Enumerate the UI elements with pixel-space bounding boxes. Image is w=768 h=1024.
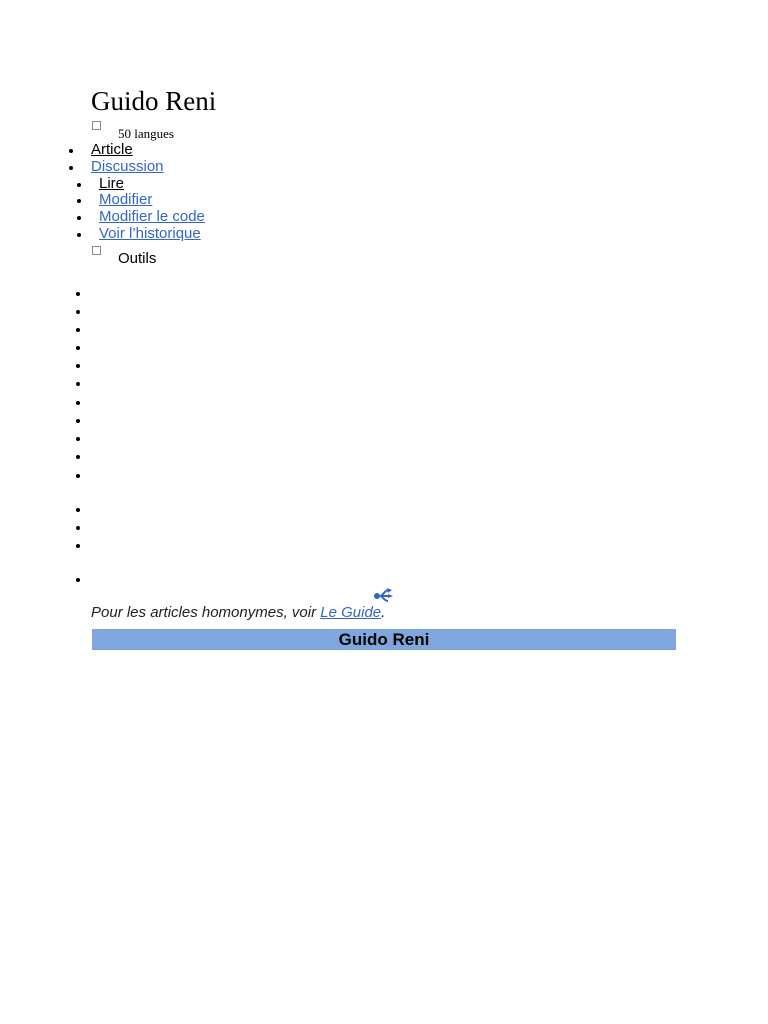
empty-list-item — [76, 578, 80, 582]
empty-list-item — [76, 508, 80, 512]
tools-label[interactable]: Outils — [118, 250, 157, 267]
empty-list-item — [76, 474, 80, 478]
hatnote-suffix: . — [381, 604, 386, 621]
tab-edit[interactable] — [99, 191, 152, 208]
empty-list-item — [76, 544, 80, 548]
tab-edit-source-link[interactable]: Modifier le code — [99, 208, 205, 225]
empty-list-item — [76, 310, 80, 314]
empty-list-item — [76, 328, 80, 332]
bullet — [69, 166, 73, 170]
languages-label[interactable]: 50 langues — [118, 126, 174, 141]
tab-read[interactable] — [99, 175, 124, 192]
bullet — [77, 183, 81, 187]
tab-discussion-link[interactable]: Discussion — [91, 158, 164, 175]
empty-list-item — [76, 382, 80, 386]
empty-list-item — [76, 455, 80, 459]
bullet — [69, 149, 73, 153]
tools-checkbox[interactable] — [92, 246, 101, 255]
tab-edit-link[interactable]: Modifier — [99, 191, 153, 208]
empty-list-item — [76, 364, 80, 368]
infobox-header: Guido Reni — [92, 629, 676, 650]
hatnote — [91, 604, 385, 622]
hatnote-link[interactable]: Le Guide — [320, 604, 382, 621]
tab-discussion[interactable] — [91, 158, 164, 175]
empty-list-item — [76, 292, 80, 296]
languages-checkbox[interactable] — [92, 121, 101, 130]
empty-list-item — [76, 401, 80, 405]
disambiguation-icon — [373, 587, 394, 603]
tab-edit-source[interactable] — [99, 208, 205, 225]
empty-list-item — [76, 419, 80, 423]
hatnote-prefix: Pour les articles homonymes, voir — [91, 604, 317, 621]
tab-article-link[interactable]: Article — [91, 141, 133, 158]
bullet — [77, 233, 81, 237]
empty-list-item — [76, 526, 80, 530]
tab-history-link[interactable]: Voir l’historique — [99, 225, 201, 242]
tab-history[interactable] — [99, 225, 201, 242]
page-title: Guido Reni — [91, 86, 217, 116]
empty-list-item — [76, 437, 80, 441]
tab-read-link[interactable]: Lire — [99, 175, 125, 192]
empty-list-item — [76, 346, 80, 350]
tab-article[interactable] — [91, 141, 133, 158]
bullet — [77, 216, 81, 220]
bullet — [77, 199, 81, 203]
